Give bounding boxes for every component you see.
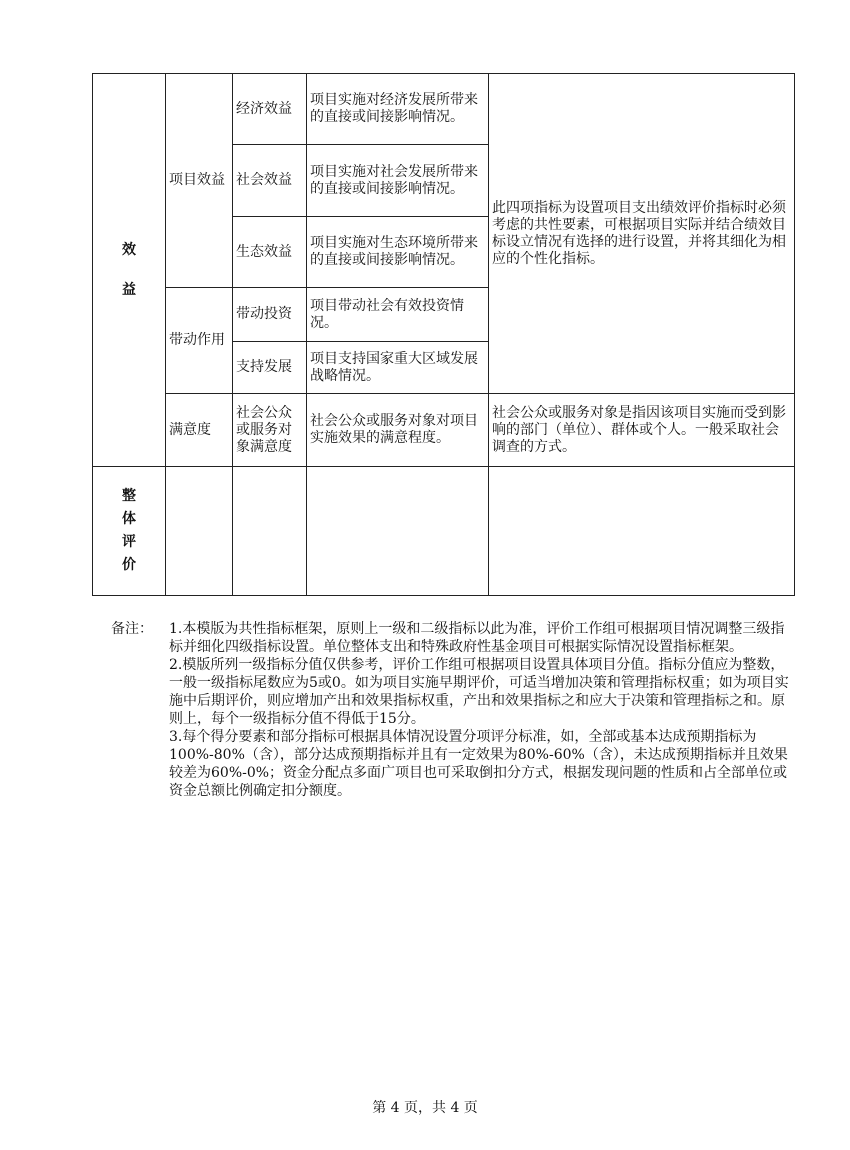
level3-driving-investment: 带动投资 [233, 288, 307, 342]
remark-item: 2.模版所列一级指标分值仅供参考，评价工作组可根据项目设置具体项目分值。指标分值应为整数，一般一级指标尾数应为5或0。如为项目实施早期评价，可适当增加决策和管理指标权重；如为项目实施中后期评价，则应增加产出和效果指标权重，产出和效果指标之和应大于决策和管理指标之和。原则上，每个一级指标分值不得低于15分。 [169, 657, 789, 727]
level3-ecological-benefit: 生态效益 [233, 217, 307, 288]
shared-note: 此四项指标为设置项目支出绩效评价指标时必须考虑的共性要素，可根据项目实际并结合绩效目标设立情况有选择的进行设置，并将其细化为相应的个性化指标。 [489, 74, 795, 394]
level1-benefit [93, 74, 166, 467]
level1-overall-char: 价 [122, 557, 136, 573]
level4-driving-investment-desc: 项目带动社会有效投资情况。 [307, 288, 489, 342]
level4-economic-desc: 项目实施对经济发展所带来的直接或间接影响情况。 [307, 74, 489, 145]
level3-support-development: 支持发展 [233, 342, 307, 394]
empty-cell [166, 467, 233, 596]
level1-overall-evaluation [93, 467, 166, 596]
page-number: 第 4 页，共 4 页 [372, 1100, 478, 1116]
level2-driving-role: 带动作用 [166, 288, 233, 394]
indicator-table [92, 73, 795, 596]
level2-project-benefit: 项目效益 [166, 74, 233, 288]
remark-item: 1.本模版为共性指标框架，原则上一级和二级指标以此为准，评价工作组可根据项目情况调整三级指标并细化四级指标设置。单位整体支出和特殊政府性基金项目可根据实际情况设置指标框架。 [169, 621, 785, 655]
level1-overall-char: 评 [122, 534, 136, 550]
remarks [111, 620, 791, 800]
empty-cell [489, 467, 795, 596]
satisfaction-note: 社会公众或服务对象是指因该项目实施而受到影响的部门（单位）、群体或个人。一般采取社会调查的方式。 [489, 394, 795, 467]
level1-benefit-char: 益 [122, 281, 136, 298]
table-row [93, 467, 795, 596]
table-row [93, 74, 795, 145]
level4-satisfaction-desc: 社会公众或服务对象对项目实施效果的满意程度。 [307, 394, 489, 467]
level4-social-desc: 项目实施对社会发展所带来的直接或间接影响情况。 [307, 145, 489, 217]
level4-ecological-desc: 项目实施对生态环境所带来的直接或间接影响情况。 [307, 217, 489, 288]
empty-cell [233, 467, 307, 596]
level4-support-development-desc: 项目支持国家重大区域发展战略情况。 [307, 342, 489, 394]
level1-benefit-char: 效 [122, 241, 136, 258]
remarks-body [169, 620, 791, 800]
level1-overall-char: 体 [122, 511, 136, 527]
level3-public-satisfaction: 社会公众或服务对象满意度 [233, 394, 307, 467]
remark-item: 3.每个得分要素和部分指标可根据具体情况设置分项评分标准，如，全部或基本达成预期指标为100%-80%（含），部分达成预期指标并且有一定效果为80%-60%（含），未达成预期指标并且效果较差为60%-0%；资金分配点多面广项目也可采取倒扣分方式，根据发现问题的性质和占全部单位或资金总额比例确定扣分额度。 [169, 729, 788, 799]
remarks-label: 备注： [111, 621, 153, 637]
level2-satisfaction: 满意度 [166, 394, 233, 467]
empty-cell [307, 467, 489, 596]
level1-overall-char: 整 [122, 488, 136, 504]
table-row [93, 394, 795, 467]
level3-social-benefit: 社会效益 [233, 145, 307, 217]
level3-economic-benefit: 经济效益 [233, 74, 307, 145]
